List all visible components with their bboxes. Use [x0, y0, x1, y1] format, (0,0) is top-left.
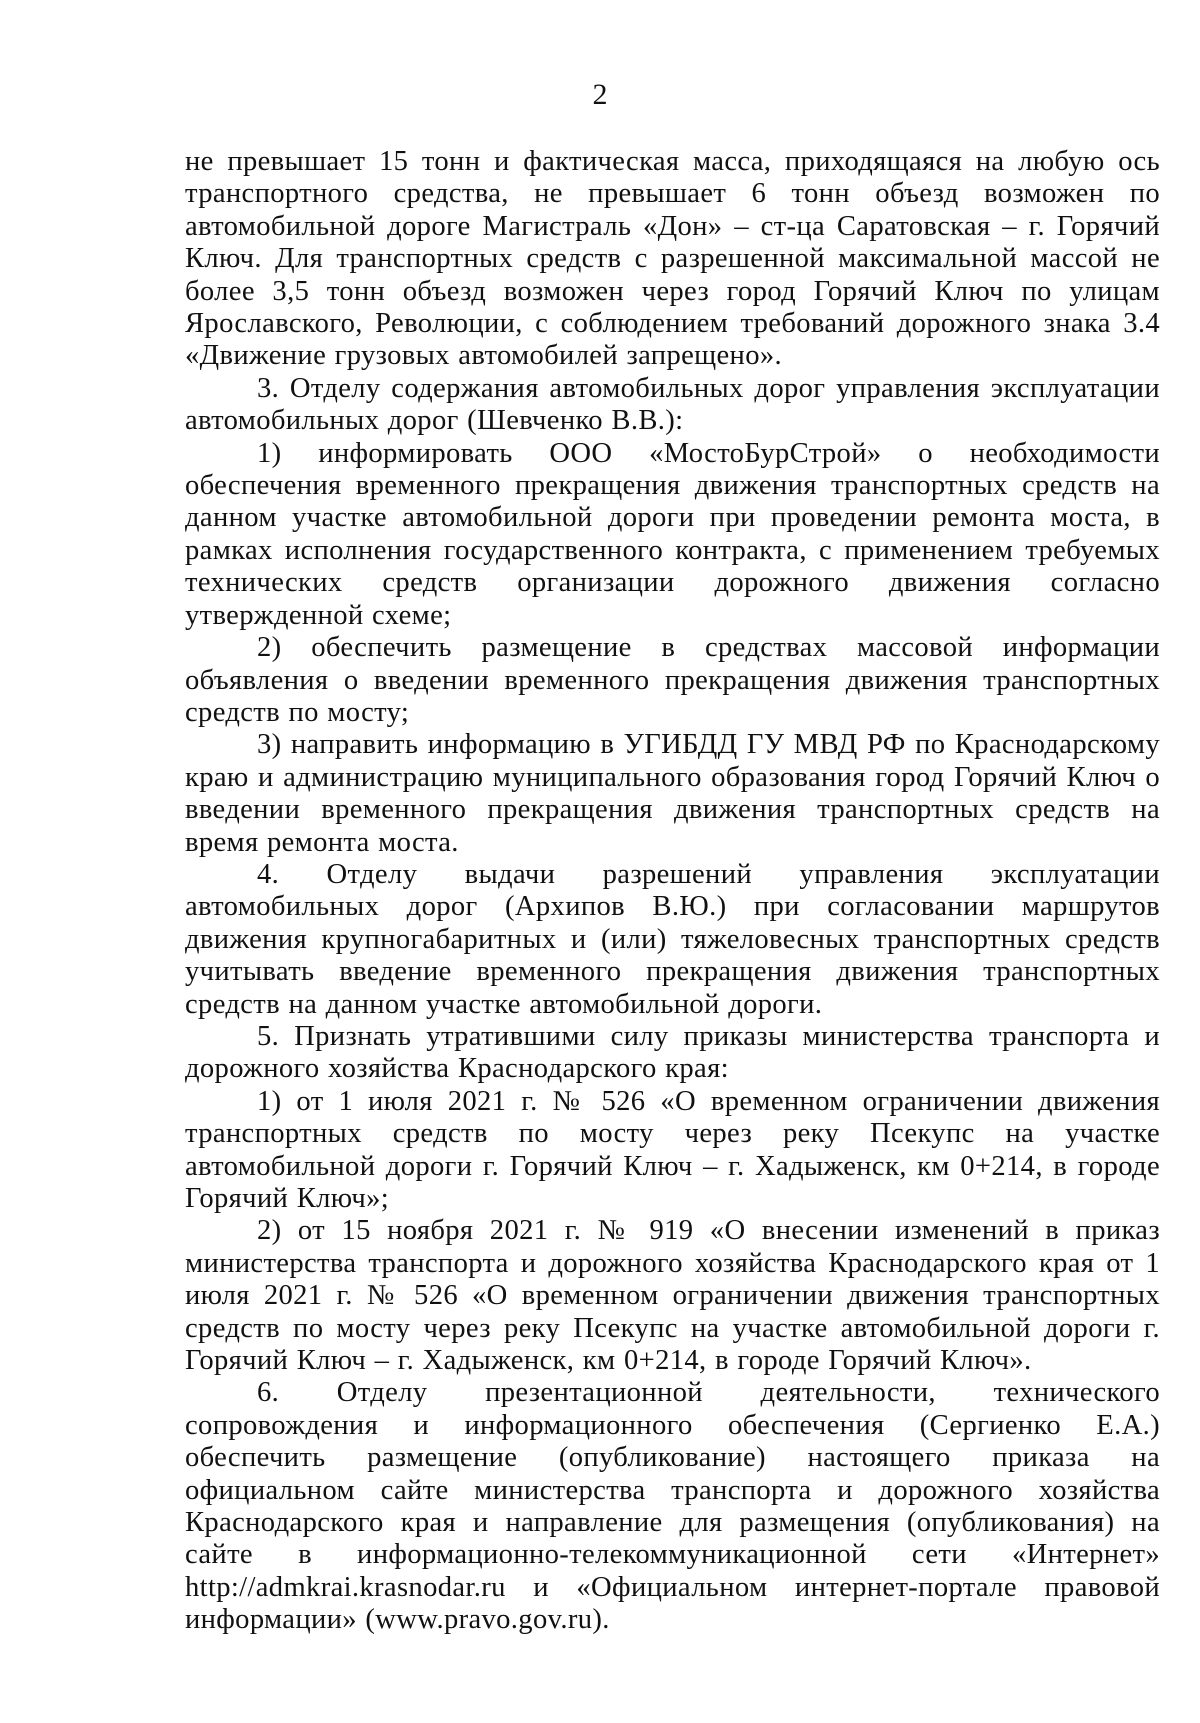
paragraph-continuation: не превышает 15 тонн и фактическая масса, приходящаяся на любую ось транспортного средства, не превышает 6 тонн объезд возможен по автомобильной дороге Магистраль «Дон» – ст-ца Саратовская – г. Горячий Ключ. Для транспортных средств с разрешенной максимальной массой не более 3,5 тонн объезд возможен через город Горячий Ключ по улицам Ярославского, Революции, с соблюдением требований дорожного знака 3.4 «Движение грузовых автомобилей запрещено». — [185, 146, 1160, 372]
document-body — [185, 146, 1160, 1637]
paragraph-item-4: 4. Отделу выдачи разрешений управления эксплуатации автомобильных дорог (Архипов В.Ю.) при согласовании маршрутов движения крупногабаритных и (или) тяжеловесных транспортных средств учитывать введение временного прекращения движения транспортных средств на данном участке автомобильной дороги. — [185, 858, 1160, 1020]
paragraph-item-5-1: 1) от 1 июля 2021 г. № 526 «О временном ограничении движения транспортных средств по мосту через реку Псекупс на участке автомобильной дороги г. Горячий Ключ – г. Хадыженск, км 0+214, в городе Горячий Ключ»; — [185, 1085, 1160, 1214]
paragraph-item-6: 6. Отделу презентационной деятельности, технического сопровождения и информационного обеспечения (Сергиенко Е.А.) обеспечить размещение (опубликование) настоящего приказа на официальном сайте министерства транспорта и дорожного хозяйства Краснодарского края и направление для размещения (опубликования) на сайте в информационно-телекоммуникационной сети «Интернет» http://admkrai.krasnodar.ru и «Официальном интернет-портале правовой информации» (www.pravo.gov.ru). — [185, 1377, 1160, 1636]
paragraph-item-3-3: 3) направить информацию в УГИБДД ГУ МВД РФ по Краснодарскому краю и администрацию муниципального образования город Горячий Ключ о введении временного прекращения движения транспортных средств на время ремонта моста. — [185, 729, 1160, 858]
paragraph-item-5: 5. Признать утратившими силу приказы министерства транспорта и дорожного хозяйства Краснодарского края: — [185, 1020, 1160, 1085]
paragraph-item-3-2: 2) обеспечить размещение в средствах массовой информации объявления о введении временного прекращения движения транспортных средств по мосту; — [185, 632, 1160, 728]
paragraph-item-3-1: 1) информировать ООО «МостоБурСтрой» о необходимости обеспечения временного прекращения движения транспортных средств на данном участке автомобильной дороги при проведении ремонта моста, в рамках исполнения государственного контракта, с применением требуемых технических средств организации дорожного движения согласно утвержденной схеме; — [185, 437, 1160, 631]
paragraph-item-3: 3. Отделу содержания автомобильных дорог управления эксплуатации автомобильных дорог (Шевченко В.В.): — [185, 372, 1160, 437]
page-number: 2 — [592, 78, 608, 111]
paragraph-item-5-2: 2) от 15 ноября 2021 г. № 919 «О внесении изменений в приказ министерства транспорта и дорожного хозяйства Краснодарского края от 1 июля 2021 г. № 526 «О временном ограничении движения транспортных средств по мосту через реку Псекупс на участке автомобильной дороги г. Горячий Ключ – г. Хадыженск, км 0+214, в городе Горячий Ключ». — [185, 1215, 1160, 1377]
